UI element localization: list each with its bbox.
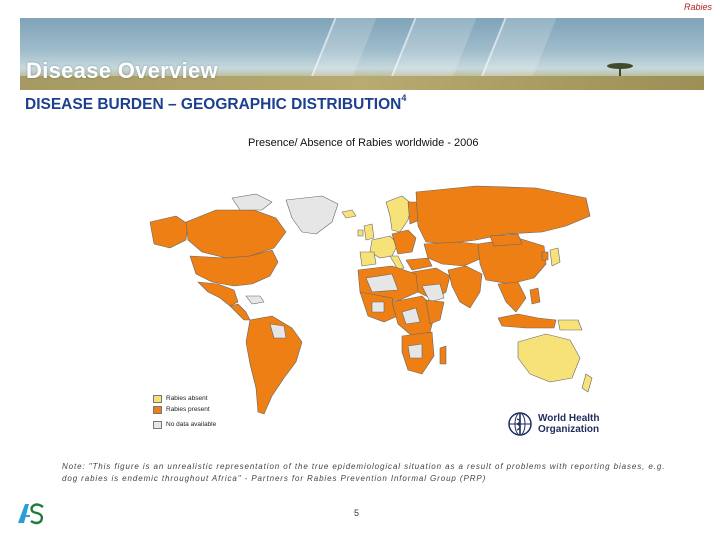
legend-item xyxy=(153,420,216,429)
reference-number: 4 xyxy=(401,93,407,103)
united-kingdom xyxy=(364,224,374,240)
as-logo-icon xyxy=(16,501,46,525)
who-line-2: Organization xyxy=(538,424,600,435)
header-banner xyxy=(20,18,704,90)
section-heading xyxy=(25,95,406,114)
korea xyxy=(542,252,548,260)
southern-africa-nodata xyxy=(408,344,422,358)
philippines xyxy=(530,288,540,304)
ireland xyxy=(358,230,363,236)
acacia-tree-icon xyxy=(606,62,634,76)
who-line-1: World Health xyxy=(538,413,600,424)
mongolia xyxy=(490,234,522,246)
section-heading-text: DISEASE BURDEN – GEOGRAPHIC DISTRIBUTION xyxy=(25,96,402,114)
madagascar xyxy=(440,346,446,364)
banner-title: Disease Overview xyxy=(26,58,218,83)
map-legend xyxy=(153,394,216,431)
legend-item xyxy=(153,394,216,403)
legend-swatch xyxy=(153,395,162,403)
source-note: Note: "This figure is an unrealistic representation of the true epidemiological situation as a result of problems with reporting biases, e.g. dog rabies is endemic throughout Africa" - Partners for Rabies Prevention Informal Group (PRP) xyxy=(62,462,666,483)
who-logo xyxy=(506,410,599,438)
legend-label: Rabies present xyxy=(166,406,210,413)
page-number: 5 xyxy=(354,508,360,518)
map-title: Presence/ Absence of Rabies worldwide - 2006 xyxy=(248,137,479,149)
new-guinea xyxy=(558,320,582,330)
iberia xyxy=(360,252,376,266)
legend-swatch xyxy=(153,406,162,414)
legend-label: No data available xyxy=(166,421,217,428)
legend-item xyxy=(153,405,216,414)
topic-label: Rabies xyxy=(683,2,712,12)
legend-label: Rabies absent xyxy=(166,395,208,402)
who-emblem-icon xyxy=(506,410,534,438)
west-africa-nodata xyxy=(372,302,384,312)
legend-swatch xyxy=(153,421,162,429)
